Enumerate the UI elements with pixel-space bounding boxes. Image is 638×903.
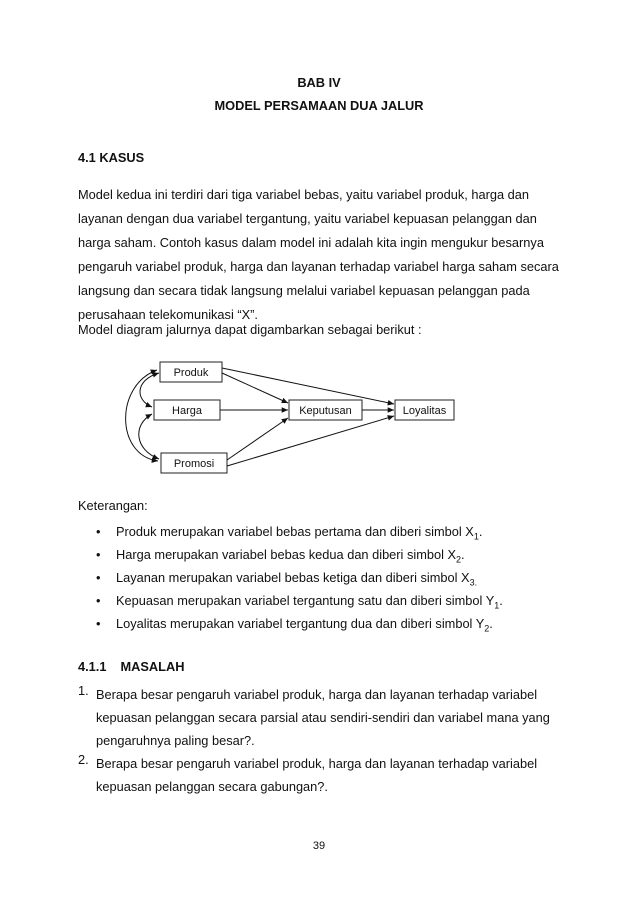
item-text: Harga merupakan variabel bebas kedua dan diberi simbol X bbox=[116, 547, 457, 562]
item-line: kepuasan pelanggan secara parsial atau sendiri-sendiri dan variabel mana yang bbox=[96, 710, 550, 725]
item-tail: . bbox=[478, 524, 483, 539]
item-subscript: 2 bbox=[456, 554, 462, 565]
item-text: Kepuasan merupakan variabel tergantung satu dan diberi simbol Y bbox=[116, 593, 495, 608]
item-number: 1. bbox=[78, 683, 89, 698]
item-tail: . bbox=[489, 616, 493, 631]
item-subscript: 1 bbox=[494, 600, 500, 611]
bullet-icon: • bbox=[96, 593, 101, 608]
paragraph-line: Model kedua ini terdiri dari tiga variabel bebas, yaitu variabel produk, harga dan bbox=[78, 187, 530, 202]
paragraph-line: harga saham. Contoh kasus dalam model ini adalah kita ingin mengukur besarnya bbox=[78, 235, 544, 250]
subsection-number: 4.1.1 bbox=[78, 659, 107, 674]
item-line: Berapa besar pengaruh variabel produk, harga dan layanan terhadap variabel bbox=[96, 756, 538, 771]
path-diagram bbox=[0, 350, 638, 480]
item-subscript: 3. bbox=[469, 577, 478, 588]
chapter-label: BAB IV bbox=[297, 75, 341, 90]
bullet-icon: • bbox=[96, 570, 101, 585]
item-number: 2. bbox=[78, 752, 89, 767]
chapter-title: MODEL PERSAMAAN DUA JALUR bbox=[214, 98, 424, 113]
harga-label: Harga bbox=[172, 405, 202, 417]
subsection-heading bbox=[78, 659, 184, 674]
intro-paragraph bbox=[78, 183, 560, 327]
paragraph-line: pengaruh variabel produk, harga dan layanan terhadap variabel harga saham secara bbox=[78, 259, 559, 274]
arrow-produk-loyalitas bbox=[222, 368, 394, 404]
paragraph-line: langsung dan secara tidak langsung melalui variabel kepuasan pelanggan pada bbox=[78, 283, 530, 298]
arrow-promosi-keputusan bbox=[227, 418, 288, 460]
item-text: Loyalitas merupakan variabel tergantung dua dan diberi simbol Y bbox=[116, 616, 485, 631]
bullet-icon: • bbox=[96, 547, 101, 562]
item-subscript: 1 bbox=[473, 531, 479, 542]
paragraph-line: layanan dengan dua variabel tergantung, yaitu variabel kepuasan pelanggan dan bbox=[78, 211, 537, 226]
subsection-title: MASALAH bbox=[120, 659, 185, 674]
correlation-harga-promosi bbox=[139, 414, 159, 459]
arrow-promosi-loyalitas bbox=[227, 416, 394, 466]
bullet-icon: • bbox=[96, 524, 101, 539]
paragraph-line: perusahaan telekomunikasi “X”. bbox=[78, 307, 258, 322]
arrow-produk-keputusan bbox=[222, 373, 288, 403]
item-tail: . bbox=[499, 593, 503, 608]
produk-label: Produk bbox=[173, 367, 209, 379]
keputusan-label: Keputusan bbox=[299, 405, 352, 417]
item-text: Produk merupakan variabel bebas pertama dan diberi simbol X bbox=[116, 524, 474, 539]
keterangan-label: Keterangan: bbox=[78, 498, 148, 513]
item-tail: . bbox=[461, 547, 465, 562]
item-text: Layanan merupakan variabel bebas ketiga dan diberi simbol X bbox=[116, 570, 470, 585]
page-number: 39 bbox=[312, 840, 326, 852]
loyalitas-label: Loyalitas bbox=[402, 405, 447, 417]
section-heading: 4.1 KASUS bbox=[78, 150, 145, 165]
bullet-icon: • bbox=[96, 616, 101, 631]
promosi-label: Promosi bbox=[173, 458, 215, 470]
item-line: Berapa besar pengaruh variabel produk, harga dan layanan terhadap variabel bbox=[96, 687, 538, 702]
item-subscript: 2 bbox=[484, 623, 490, 634]
diagram-intro: Model diagram jalurnya dapat digambarkan sebagai berikut : bbox=[78, 322, 422, 337]
item-line: kepuasan pelanggan secara gabungan?. bbox=[96, 779, 328, 794]
item-line: pengaruhnya paling besar?. bbox=[96, 733, 255, 748]
